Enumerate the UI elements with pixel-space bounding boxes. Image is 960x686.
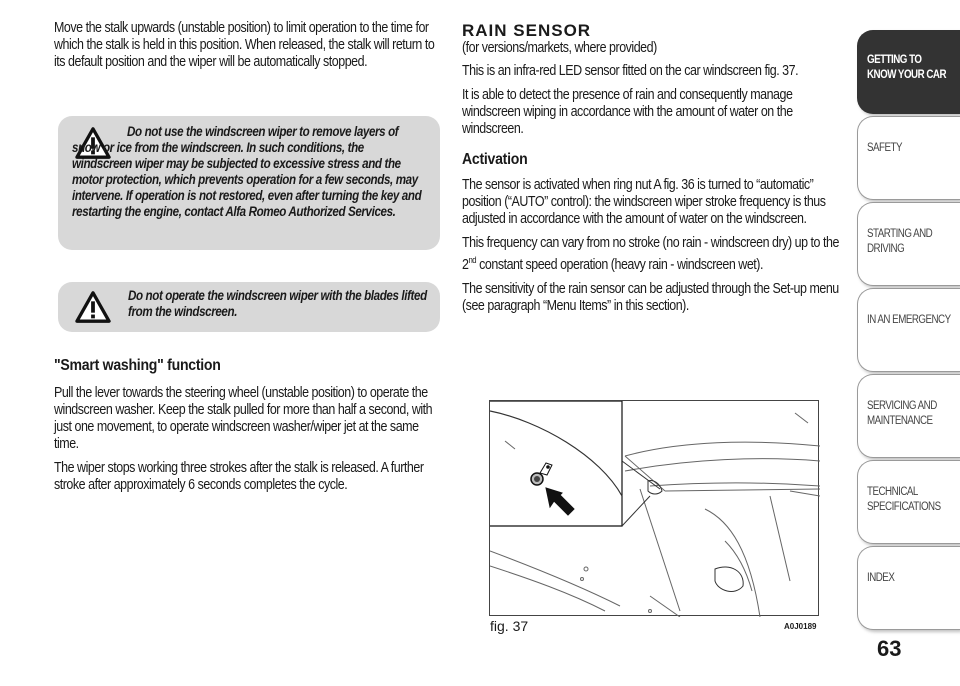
tab-label: TECHNICAL SPECIFICATIONS (867, 486, 941, 513)
rain-sensor-heading: RAIN SENSOR (462, 21, 592, 40)
right-column (462, 22, 847, 322)
warning-text-blades: Do not operate the windscreen wiper with the blades lifted from the windscreen. (128, 288, 427, 319)
tab-servicing-and-maintenance[interactable] (857, 374, 960, 458)
intro-paragraph: Move the stalk upwards (unstable position) to limit operation to the time for which the stalk is held in this position. When released, the stalk will return to its default position and the wiper will be automatically stopped. (54, 20, 435, 70)
activation-heading: Activation (462, 151, 528, 168)
tab-label: STARTING AND DRIVING (867, 228, 933, 255)
tab-index[interactable] (857, 546, 960, 630)
activation-paragraph-3: The sensitivity of the rain sensor can be adjusted through the Set-up menu (see paragraph “Menu Items” in this section). (462, 280, 839, 314)
page-number: 63 (877, 636, 902, 661)
ordinal-suffix: nd (468, 255, 477, 265)
tab-in-an-emergency[interactable] (857, 288, 960, 372)
rain-sensor-paragraph-2: It is able to detect the presence of rain and consequently manage windscreen wiping in accordance with the amount of water on the windscreen. (462, 87, 793, 137)
warning-box-blades (58, 282, 440, 332)
smart-washing-paragraph-1: Pull the lever towards the steering wheel (unstable position) to operate the windscreen washer. Keep the stalk pulled for more than half a second, with just one movement, to operate windscreen washer/wiper jet at the same time. (54, 385, 433, 452)
smart-washing-heading: "Smart washing" function (54, 357, 221, 374)
tab-label: SERVICING AND MAINTENANCE (867, 400, 937, 427)
tab-label: IN AN EMERGENCY (867, 314, 951, 326)
rain-sensor-subtitle: (for versions/markets, where provided) (462, 40, 657, 56)
smart-washing-paragraph-2: The wiper stops working three strokes after the stalk is released. A further stroke after approximately 6 seconds completes the cycle. (54, 460, 424, 493)
rain-sensor-paragraph-1: This is an infra-red LED sensor fitted on the car windscreen fig. 37. (462, 63, 799, 79)
figure-code: A0J0189 (784, 622, 817, 631)
car-windscreen-illustration (490, 401, 820, 617)
tab-safety[interactable] (857, 116, 960, 200)
tab-starting-and-driving[interactable] (857, 202, 960, 286)
activation-paragraph-1: The sensor is activated when ring nut A fig. 36 is turned to “automatic” position (“AUTO” control): the windscreen wiper stroke frequency is thus adjusted in accordance with the amount of water on the windscreen. (462, 177, 826, 227)
activation-p2-text-end: constant speed operation (heavy rain - windscreen wet). (476, 256, 763, 273)
tab-label: INDEX (867, 572, 895, 584)
warning-triangle-icon (74, 290, 112, 324)
tab-technical-specifications[interactable] (857, 460, 960, 544)
warning-box-snow (58, 116, 440, 250)
rain-sensor-icon (531, 463, 552, 485)
figure-rain-sensor (489, 400, 819, 616)
figure-caption: fig. 37 (490, 618, 529, 634)
smart-washing-section (54, 356, 442, 501)
left-column (54, 20, 442, 78)
tab-getting-to-know-your-car[interactable] (857, 30, 960, 114)
pointer-arrow-icon (546, 488, 574, 515)
warning-text-snow: Do not use the windscreen wiper to remove layers of snow or ice from the windscreen. In such conditions, the windscreen wiper may be subjected to excessive stress and the motor protection, which prevents operation for a few seconds, may intervene. If operation is not restored, even after turning the key and restarting the engine, contact Alfa Romeo Authorized Services. (72, 124, 422, 219)
tab-label: SAFETY (867, 142, 902, 154)
activation-paragraph-2 (462, 235, 846, 274)
activation-p2-text: This frequency can vary from no stroke (no rain - windscreen dry) up to the 2 (462, 235, 839, 273)
tab-label: GETTING TO KNOW YOUR CAR (867, 54, 946, 81)
